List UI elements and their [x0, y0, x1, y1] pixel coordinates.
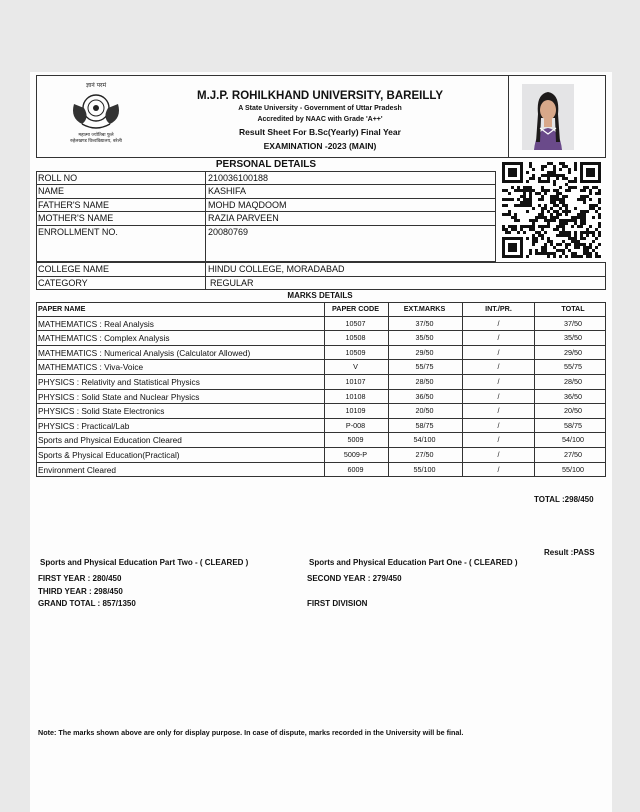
university-name: M.J.P. ROHILKHAND UNIVERSITY, BAREILLY — [196, 90, 443, 102]
svg-text:रुहेलखण्ड विश्वविद्यालय, बरेली: रुहेलखण्ड विश्वविद्यालय, बरेली — [70, 139, 122, 144]
paper-code: 10507 — [345, 318, 366, 328]
second-year-marks: SECOND YEAR : 279/450 — [307, 574, 402, 583]
total-marks-cell: 20/50 — [564, 406, 582, 416]
marks-details-title: MARKS DETAILS — [287, 291, 353, 300]
personal-details-title: PERSONAL DETAILS — [215, 159, 317, 170]
disclaimer-note: Note: The marks shown above are only for display purpose. In case of dispute, marks recorded in the University will be final. — [38, 728, 464, 737]
ext-marks: 58/75 — [415, 420, 434, 430]
int-marks: / — [497, 318, 500, 328]
paper-name: MATHEMATICS : Complex Analysis — [38, 333, 170, 344]
marks-row — [36, 404, 606, 419]
paper-name: Environment Cleared — [38, 464, 116, 475]
paper-code: 5009 — [347, 435, 364, 445]
university-logo — [60, 78, 132, 146]
header-paper-name: PAPER NAME — [38, 304, 86, 313]
result-sheet — [30, 72, 612, 812]
ext-marks: 27/50 — [415, 450, 434, 459]
header-ext-marks: EXT.MARKS — [403, 304, 446, 313]
total-marks-cell: 58/75 — [564, 420, 582, 430]
marks-row — [36, 390, 606, 405]
marks-row — [36, 448, 606, 463]
total-marks-cell: 29/50 — [564, 347, 582, 357]
result-status: Result :PASS — [544, 548, 595, 557]
int-marks: / — [497, 391, 500, 401]
int-marks: / — [497, 464, 500, 474]
category-value: REGULAR — [210, 278, 254, 288]
accreditation-line: Accredited by NAAC with Grade 'A++' — [257, 116, 383, 123]
total-marks-cell: 55/75 — [564, 362, 582, 372]
paper-name: MATHEMATICS : Viva-Voice — [38, 362, 144, 373]
marks-row — [36, 360, 606, 375]
enrollment-value: 20080769 — [208, 227, 249, 237]
enrollment-label: ENROLLMENT NO. — [38, 227, 118, 237]
marks-row — [36, 433, 606, 448]
marks-row — [36, 419, 606, 434]
paper-name: MATHEMATICS : Real Analysis — [38, 318, 154, 329]
marks-row — [36, 346, 606, 361]
svg-text:ज्ञानं परमं: ज्ञानं परमं — [85, 82, 107, 89]
paper-code: V — [353, 362, 358, 372]
sports-part-one: Sports and Physical Education Part One - ( CLEARED ) — [309, 558, 518, 567]
paper-name: Sports and Physical Education Cleared — [38, 435, 182, 446]
paper-code: 10109 — [345, 406, 366, 416]
paper-name: PHYSICS : Relativity and Statistical Physics — [38, 377, 200, 387]
svg-text:महात्मा ज्योतिबा फुले: महात्मा ज्योतिबा फुले — [78, 133, 114, 138]
first-year-marks: FIRST YEAR : 280/450 — [38, 574, 122, 583]
roll-no-label: ROLL NO — [38, 173, 78, 183]
ext-marks: 35/50 — [415, 333, 434, 343]
paper-code: 10107 — [345, 377, 366, 386]
int-marks: / — [497, 347, 500, 357]
grand-total: GRAND TOTAL : 857/1350 — [38, 599, 136, 608]
marks-row — [36, 375, 606, 390]
ext-marks: 55/100 — [413, 464, 436, 474]
ext-marks: 37/50 — [415, 318, 434, 328]
total-marks-cell: 35/50 — [564, 333, 582, 343]
ext-marks: 20/50 — [415, 406, 434, 416]
header-int-marks: INT./PR. — [485, 304, 512, 313]
paper-name: PHYSICS : Solid State and Nuclear Physics — [38, 391, 200, 402]
paper-code: 10509 — [345, 347, 366, 357]
int-marks: / — [497, 420, 500, 430]
paper-code: 6009 — [347, 464, 364, 474]
third-year-marks: THIRD YEAR : 298/450 — [38, 587, 123, 596]
state-line: A State University - Government of Uttar Pradesh — [238, 105, 402, 112]
int-marks: / — [497, 377, 500, 386]
ext-marks: 54/100 — [413, 435, 436, 445]
paper-code: 5009-P — [343, 450, 368, 459]
total-marks: TOTAL :298/450 — [534, 495, 594, 504]
category-label: CATEGORY — [38, 278, 88, 288]
division: FIRST DIVISION — [307, 599, 368, 608]
ext-marks: 55/75 — [415, 362, 434, 372]
int-marks: / — [497, 435, 500, 445]
ext-marks: 29/50 — [415, 347, 434, 357]
college-name-label: COLLEGE NAME — [38, 264, 110, 274]
mother-name-value: RAZIA PARVEEN — [208, 213, 279, 223]
father-name-label: FATHER'S NAME — [38, 200, 110, 210]
student-photo — [522, 84, 574, 150]
ext-marks: 28/50 — [415, 377, 434, 386]
mother-name-label: MOTHER'S NAME — [38, 213, 114, 223]
paper-name: PHYSICS : Solid State Electronics — [38, 406, 165, 417]
header-paper-code: PAPER CODE — [332, 304, 379, 313]
paper-code: P-008 — [345, 420, 366, 430]
marks-header-row — [36, 302, 606, 317]
marks-row — [36, 463, 606, 478]
paper-name: Sports & Physical Education(Practical) — [38, 450, 180, 460]
paper-code: 10508 — [345, 333, 366, 343]
paper-name: MATHEMATICS : Numerical Analysis (Calculator Allowed) — [38, 347, 251, 358]
roll-no-value: 210036100188 — [208, 173, 269, 183]
int-marks: / — [497, 362, 500, 372]
total-marks-cell: 54/100 — [562, 435, 584, 445]
total-marks-cell: 55/100 — [562, 464, 584, 474]
name-label: NAME — [38, 186, 65, 196]
header-total-marks-cell: TOTAL — [561, 304, 585, 313]
qr-code — [500, 162, 602, 260]
father-name-value: MOHD MAQDOOM — [208, 200, 287, 210]
int-marks: / — [497, 406, 500, 416]
total-marks-cell: 28/50 — [564, 377, 582, 386]
total-marks-cell: 36/50 — [564, 391, 582, 401]
paper-code: 10108 — [345, 391, 366, 401]
marks-row — [36, 331, 606, 346]
int-marks: / — [497, 333, 500, 343]
total-marks-cell: 37/50 — [564, 318, 582, 328]
name-value: KASHIFA — [208, 186, 247, 196]
paper-name: PHYSICS : Practical/Lab — [38, 420, 130, 431]
college-name-value: HINDU COLLEGE, MORADABAD — [208, 264, 345, 274]
examination-title: EXAMINATION -2023 (MAIN) — [263, 141, 377, 151]
result-sheet-title: Result Sheet For B.Sc(Yearly) Final Year — [239, 127, 401, 137]
int-marks: / — [497, 450, 500, 459]
total-marks-cell: 27/50 — [564, 450, 582, 459]
ext-marks: 36/50 — [415, 391, 434, 401]
marks-row — [36, 317, 606, 332]
sports-part-two: Sports and Physical Education Part Two - ( CLEARED ) — [40, 558, 249, 567]
